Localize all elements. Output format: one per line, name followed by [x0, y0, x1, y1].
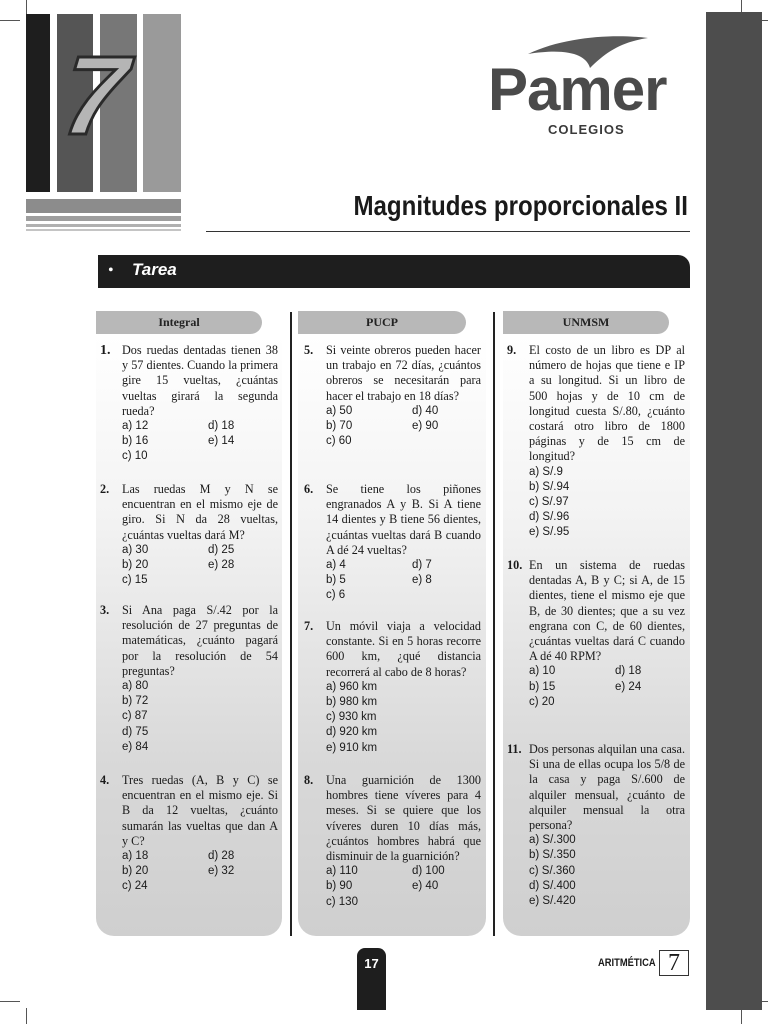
option-c: c) S/.97: [529, 496, 569, 509]
option-e: e) 8: [412, 574, 432, 587]
option-e: e) 32: [208, 865, 235, 878]
question-1: [100, 343, 278, 465]
option-b: b) 90: [326, 880, 353, 893]
option-c: c) 15: [122, 574, 148, 587]
question-11: [507, 742, 685, 909]
option-b: b) 20: [122, 865, 149, 878]
option-e: e) S/.420: [529, 895, 576, 908]
question-text: Si Ana paga S/.42 por la resolución de 27 preguntas de matemáticas, ¿cuánto pagará por la resolución de 54 preguntas?: [122, 603, 278, 678]
option-b: b) S/.94: [529, 480, 570, 493]
column-head-integral: Integral: [96, 311, 262, 334]
title-divider: [206, 231, 690, 232]
question-text: Las ruedas M y N se encuentran en el mismo eje de giro. Si N da 28 vueltas, ¿cuántas vueltas dará M?: [122, 482, 278, 542]
crop-mark: [0, 1001, 20, 1002]
crop-mark: [26, 1008, 27, 1024]
subject-label: ARITMÉTICA: [598, 957, 656, 969]
chapter-number: 7: [57, 33, 133, 158]
answer-options: [122, 679, 278, 755]
option-a: a) 30: [122, 543, 149, 556]
question-number: 8.: [304, 773, 314, 787]
option-b: b) 70: [326, 420, 353, 433]
question-text: Si veinte obreros pueden hacer un trabajo en 72 días, ¿cuántos obreros se necesitarán para hacer el trabajo en 18 días?: [326, 343, 481, 403]
answer-options: [122, 543, 278, 589]
option-b: b) 5: [326, 574, 346, 587]
crop-mark: [741, 1008, 742, 1024]
question-text: Un móvil viaja a velocidad constante. Si en 5 horas recorre 600 km, ¿qué distancia recorrerá al cabo de 8 horas?: [326, 619, 481, 679]
option-c: c) 24: [122, 880, 148, 893]
question-number: 5.: [304, 343, 314, 357]
answer-options: [122, 419, 278, 465]
option-c: c) 10: [122, 450, 148, 463]
question-5: [304, 343, 481, 449]
header-bar: [26, 229, 181, 231]
question-text: Se tiene los piñones engranados A y B. Si A tiene 14 dientes y B tiene 56 dientes, ¿cuántas vueltas dará B cuando A dé 24 vueltas?: [326, 482, 481, 557]
option-d: d) 25: [208, 543, 235, 556]
option-c: c) 130: [326, 895, 358, 908]
question-6: [304, 482, 481, 604]
option-e: e) 28: [208, 559, 235, 572]
option-d: d) 7: [412, 559, 432, 572]
option-a: a) S/.9: [529, 465, 563, 478]
column-divider: [493, 312, 495, 936]
option-e: e) 40: [412, 880, 439, 893]
option-b: b) 16: [122, 435, 149, 448]
chapter-box: 7: [659, 950, 689, 976]
option-d: d) 18: [208, 420, 235, 433]
crop-mark: [26, 0, 27, 14]
option-a: a) 960 km: [326, 680, 378, 693]
page-number: 17: [364, 956, 379, 971]
question-2: [100, 482, 278, 588]
option-e: e) 14: [208, 435, 235, 448]
answer-options: [529, 664, 685, 710]
question-number: 9.: [507, 343, 517, 357]
answer-options: [122, 849, 278, 895]
option-c: c) 20: [529, 695, 555, 708]
option-c: c) 6: [326, 589, 346, 602]
header-bar: [26, 216, 181, 221]
option-c: c) 87: [122, 710, 148, 723]
option-c: c) S/.360: [529, 864, 576, 877]
header-bar: [26, 199, 181, 213]
header-bar: [26, 224, 181, 227]
option-d: d) 28: [208, 850, 235, 863]
bullet-icon: •: [108, 262, 114, 279]
logo-name: Pamer: [488, 56, 667, 123]
option-d: d) 18: [615, 665, 642, 678]
option-a: a) 18: [122, 850, 149, 863]
question-text: Una guarnición de 1300 hombres tiene víveres para 4 meses. Si se quiere que los víveres duren 10 días más, ¿cuántos hombres habrá que disminuir de la guarnición?: [326, 773, 481, 864]
logo-subtitle: COLEGIOS: [548, 122, 625, 137]
option-a: a) S/.300: [529, 834, 576, 847]
option-c: c) 930 km: [326, 711, 377, 724]
answer-options: [326, 404, 481, 450]
question-7: [304, 619, 481, 756]
question-number: 7.: [304, 619, 314, 633]
option-a: a) 80: [122, 680, 149, 693]
pamer-logo: [486, 28, 696, 140]
option-c: c) 60: [326, 435, 352, 448]
option-e: e) S/.95: [529, 526, 570, 539]
option-d: d) 75: [122, 725, 149, 738]
answer-options: [326, 680, 481, 756]
question-9: [507, 343, 685, 541]
option-d: d) 40: [412, 404, 439, 417]
question-number: 3.: [100, 603, 110, 617]
option-e: e) 910 km: [326, 741, 378, 754]
question-text: El costo de un libro es DP al número de hojas que tiene e IP a su longitud. Si un libro de 500 hojas y de 10 cm de longitud cuesta S/.80, ¿cuánto costará otro libro de 1800 páginas y de 15 cm de longitud?: [529, 343, 685, 464]
crop-mark: [0, 20, 20, 21]
column-head-pucp: PUCP: [298, 311, 466, 334]
option-b: b) 980 km: [326, 696, 378, 709]
option-b: b) 15: [529, 680, 556, 693]
option-e: e) 90: [412, 420, 439, 433]
option-b: b) 72: [122, 695, 149, 708]
answer-options: [326, 558, 481, 604]
question-number: 10.: [507, 558, 523, 572]
question-text: Dos personas alquilan una casa. Si una de ellas ocupa los 5/8 de la casa y paga S/.600 de alquiler mensual, ¿cuánto de alquiler mensual la otra persona?: [529, 742, 685, 833]
option-e: e) 84: [122, 740, 149, 753]
question-number: 1.: [100, 343, 111, 358]
page-title: Magnitudes proporcionales II: [353, 190, 688, 221]
header-stripe: [143, 14, 181, 192]
header-stripe: [26, 14, 50, 192]
question-number: 11.: [507, 742, 522, 756]
answer-options: [326, 864, 481, 910]
option-d: d) S/.96: [529, 511, 570, 524]
question-text: En un sistema de ruedas dentadas A, B y C; si A, de 15 dientes, tiene el mismo eje que B, de 30 dientes; que a su vez engrana con C, de 60 dientes, ¿cuántas vueltas dará C cuando A dé 40 RPM?: [529, 558, 685, 664]
column-head-unmsm: UNMSM: [503, 311, 669, 334]
question-number: 6.: [304, 482, 314, 496]
question-4: [100, 773, 278, 895]
option-a: a) 10: [529, 665, 556, 678]
option-a: a) 4: [326, 559, 346, 572]
option-a: a) 110: [326, 865, 358, 878]
question-8: [304, 773, 481, 910]
question-text: Dos ruedas dentadas tienen 38 y 57 dientes. Cuando la primera gire 15 vueltas, ¿cuántas vueltas girará la segunda rueda?: [122, 343, 278, 418]
answer-options: [529, 465, 685, 541]
question-number: 4.: [100, 773, 110, 787]
section-bar: [98, 255, 690, 288]
question-3: [100, 603, 278, 755]
option-b: b) 20: [122, 559, 149, 572]
option-a: a) 12: [122, 420, 149, 433]
option-a: a) 50: [326, 404, 353, 417]
option-b: b) S/.350: [529, 849, 576, 862]
question-text: Tres ruedas (A, B y C) se encuentran en el mismo eje. Si B da 12 vueltas, ¿cuánto sumarán las vueltas que dan A y C?: [122, 773, 278, 848]
right-margin-band: [706, 12, 762, 1010]
option-d: d) 100: [412, 865, 445, 878]
column-divider: [290, 312, 292, 936]
question-number: 2.: [100, 482, 110, 496]
option-e: e) 24: [615, 680, 642, 693]
section-label: Tarea: [132, 260, 177, 279]
question-10: [507, 558, 685, 710]
option-d: d) 920 km: [326, 726, 378, 739]
answer-options: [529, 833, 685, 909]
page-number-tab: [357, 948, 386, 1010]
option-d: d) S/.400: [529, 879, 576, 892]
